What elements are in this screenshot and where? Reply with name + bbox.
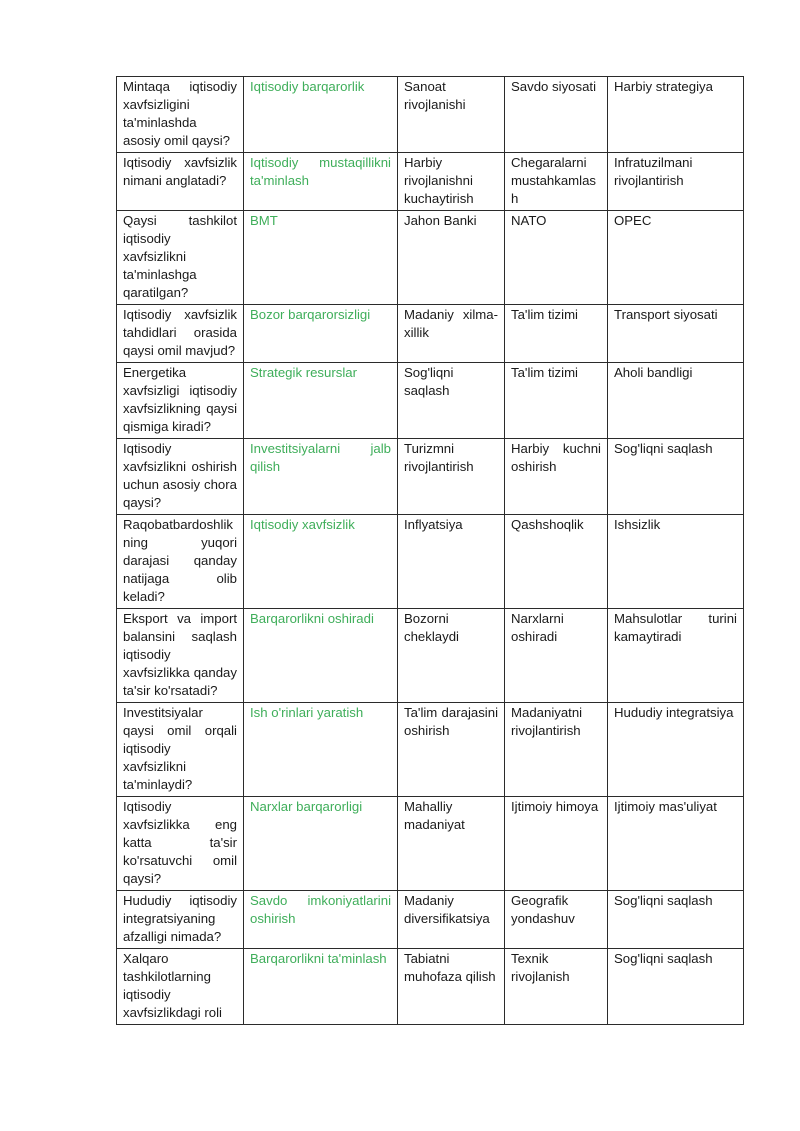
option-cell: Aholi bandligi [608, 363, 744, 439]
correct-answer-cell: Iqtisodiy xavfsizlik [244, 515, 398, 609]
question-cell: Mintaqa iqtisodiy xavfsizligini ta'minlashda asosiy omil qaysi? [117, 77, 244, 153]
option-cell: Jahon Banki [398, 211, 505, 305]
table-row [117, 703, 744, 797]
option-cell: Hududiy integratsiya [608, 703, 744, 797]
option-cell: Madaniy xilma-xillik [398, 305, 505, 363]
option-cell: Inflyatsiya [398, 515, 505, 609]
quiz-table-body [117, 77, 744, 1025]
correct-answer-cell: Bozor barqarorsizligi [244, 305, 398, 363]
question-cell: Energetika xavfsizligi iqtisodiy xavfsizlikning qaysi qismiga kiradi? [117, 363, 244, 439]
question-cell: Qaysi tashkilot iqtisodiy xavfsizlikni ta'minlashga qaratilgan? [117, 211, 244, 305]
quiz-table [116, 76, 744, 1025]
correct-answer-cell: Ish o'rinlari yaratish [244, 703, 398, 797]
option-cell: Harbiy kuchni oshirish [505, 439, 608, 515]
option-cell: Savdo siyosati [505, 77, 608, 153]
table-row [117, 211, 744, 305]
option-cell: Geografik yondashuv [505, 891, 608, 949]
option-cell: Harbiy rivojlanishni kuchaytirish [398, 153, 505, 211]
option-cell: Ijtimoiy mas'uliyat [608, 797, 744, 891]
question-cell: Investitsiyalar qaysi omil orqali iqtisodiy xavfsizlikni ta'minlaydi? [117, 703, 244, 797]
option-cell: Chegaralarni mustahkamlash [505, 153, 608, 211]
question-cell: Iqtisodiy xavfsizlikka eng katta ta'sir ko'rsatuvchi omil qaysi? [117, 797, 244, 891]
option-cell: Madaniy diversifikatsiya [398, 891, 505, 949]
option-cell: Ta'lim darajasini oshirish [398, 703, 505, 797]
option-cell: Sanoat rivojlanishi [398, 77, 505, 153]
option-cell: Sog'liqni saqlash [608, 439, 744, 515]
table-row [117, 77, 744, 153]
table-row [117, 609, 744, 703]
correct-answer-cell: Narxlar barqarorligi [244, 797, 398, 891]
option-cell: Transport siyosati [608, 305, 744, 363]
option-cell: Sog'liqni saqlash [608, 891, 744, 949]
correct-answer-cell: Barqarorlikni oshiradi [244, 609, 398, 703]
option-cell: NATO [505, 211, 608, 305]
table-row [117, 153, 744, 211]
correct-answer-cell: Investitsiyalarni jalb qilish [244, 439, 398, 515]
table-row [117, 363, 744, 439]
option-cell: Ta'lim tizimi [505, 363, 608, 439]
table-row [117, 439, 744, 515]
table-row [117, 891, 744, 949]
option-cell: Bozorni cheklaydi [398, 609, 505, 703]
table-row [117, 797, 744, 891]
option-cell: Harbiy strategiya [608, 77, 744, 153]
option-cell: Texnik rivojlanish [505, 949, 608, 1025]
option-cell: Mahsulotlar turini kamaytiradi [608, 609, 744, 703]
option-cell: Turizmni rivojlantirish [398, 439, 505, 515]
table-row [117, 515, 744, 609]
question-cell: Eksport va import balansini saqlash iqtisodiy xavfsizlikka qanday ta'sir ko'rsatadi? [117, 609, 244, 703]
option-cell: Mahalliy madaniyat [398, 797, 505, 891]
option-cell: Qashshoqlik [505, 515, 608, 609]
option-cell: Narxlarni oshiradi [505, 609, 608, 703]
option-cell: Tabiatni muhofaza qilish [398, 949, 505, 1025]
correct-answer-cell: Barqarorlikni ta'minlash [244, 949, 398, 1025]
question-cell: Iqtisodiy xavfsizlikni oshirish uchun asosiy chora qaysi? [117, 439, 244, 515]
correct-answer-cell: Iqtisodiy mustaqillikni ta'minlash [244, 153, 398, 211]
question-cell: Raqobatbardoshlikning yuqori darajasi qanday natijaga olib keladi? [117, 515, 244, 609]
question-cell: Xalqaro tashkilotlarning iqtisodiy xavfsizlikdagi roli [117, 949, 244, 1025]
option-cell: Ta'lim tizimi [505, 305, 608, 363]
question-cell: Iqtisodiy xavfsizlik tahdidlari orasida qaysi omil mavjud? [117, 305, 244, 363]
option-cell: OPEC [608, 211, 744, 305]
option-cell: Sog'liqni saqlash [608, 949, 744, 1025]
option-cell: Ishsizlik [608, 515, 744, 609]
table-row [117, 949, 744, 1025]
correct-answer-cell: Iqtisodiy barqarorlik [244, 77, 398, 153]
option-cell: Infratuzilmani rivojlantirish [608, 153, 744, 211]
option-cell: Madaniyatni rivojlantirish [505, 703, 608, 797]
table-row [117, 305, 744, 363]
correct-answer-cell: Strategik resurslar [244, 363, 398, 439]
question-cell: Hududiy iqtisodiy integratsiyaning afzalligi nimada? [117, 891, 244, 949]
correct-answer-cell: Savdo imkoniyatlarini oshirish [244, 891, 398, 949]
question-cell: Iqtisodiy xavfsizlik nimani anglatadi? [117, 153, 244, 211]
option-cell: Sog'liqni saqlash [398, 363, 505, 439]
correct-answer-cell: BMT [244, 211, 398, 305]
option-cell: Ijtimoiy himoya [505, 797, 608, 891]
